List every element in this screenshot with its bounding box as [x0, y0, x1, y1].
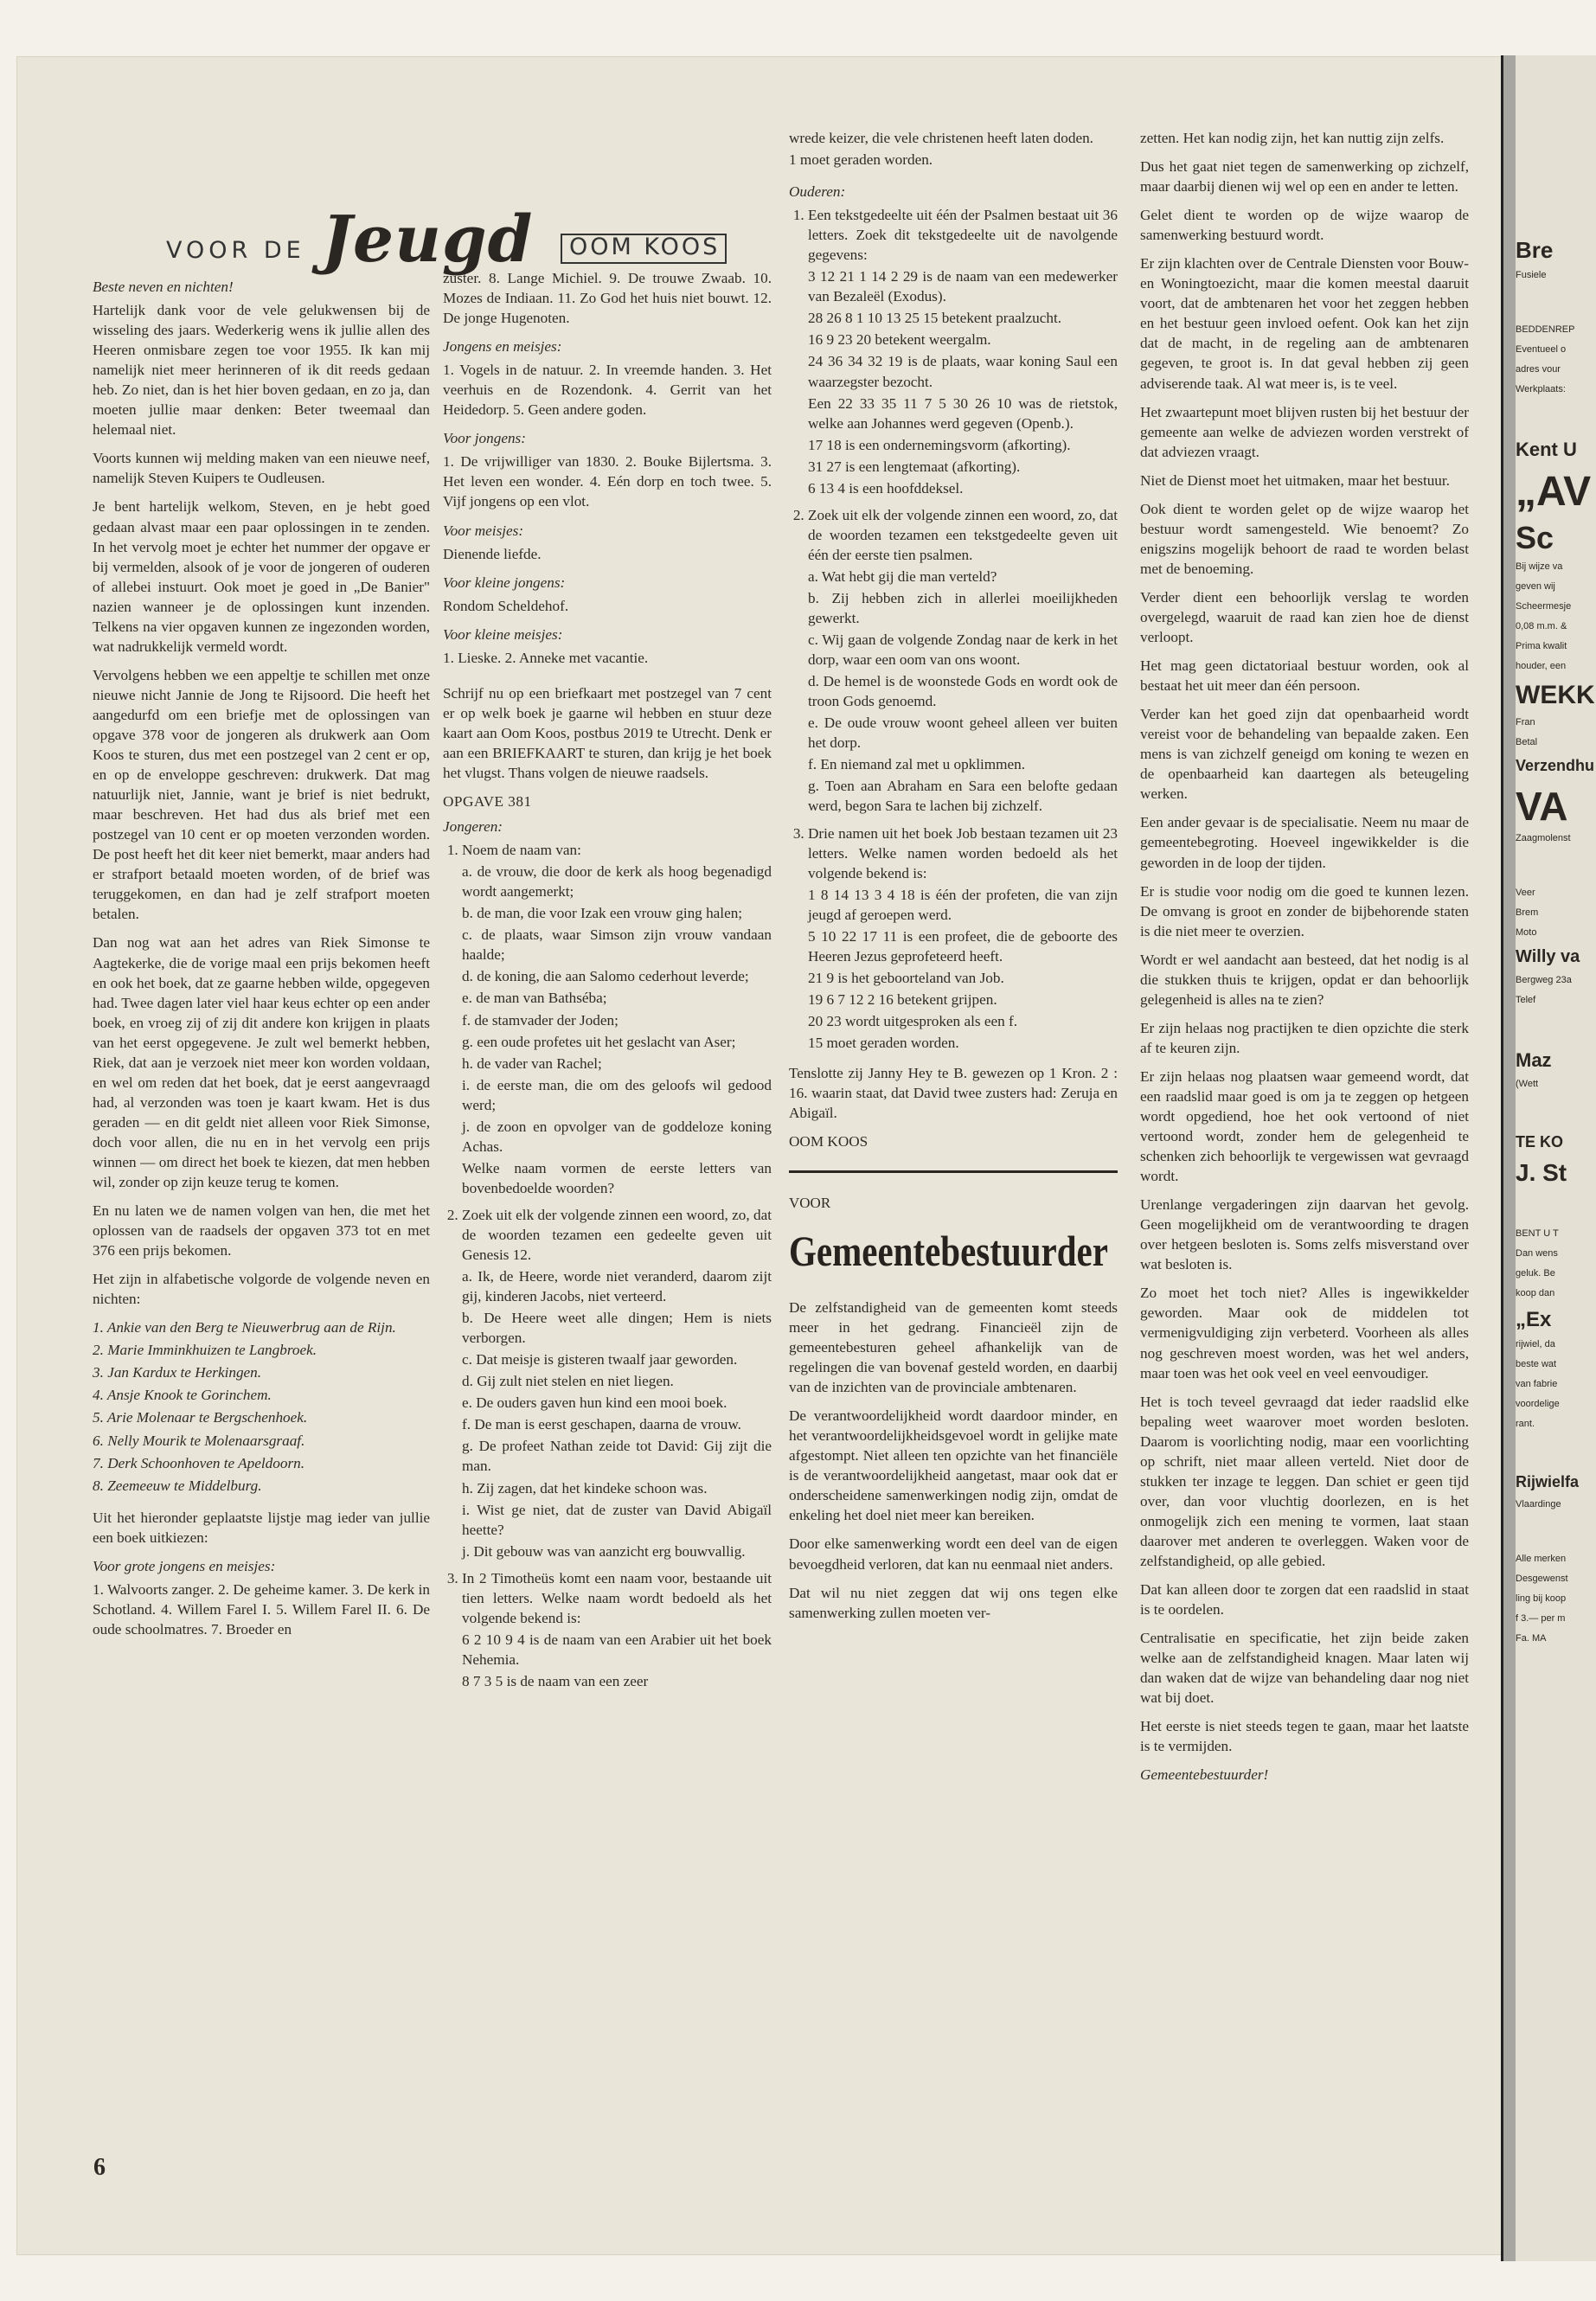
paragraph: Een ander gevaar is de specialisatie. Neem nu maar de gemeentebegroting. Hoeveel ingewikkelder is die geworden in de loop der tijden.: [1140, 814, 1469, 871]
jm-heading: Jongens en meisjes:: [443, 338, 562, 356]
edge-text: Dan wens: [1516, 1248, 1558, 1259]
vm-heading: Voor meisjes:: [443, 522, 524, 539]
choose-text: Uit het hieronder geplaatste lijstje mag ieder van jullie een boek uitkiezen:: [93, 1509, 430, 1546]
paragraph: Het zijn in alfabetische volgorde de volgende neven en nichten:: [93, 1271, 430, 1308]
edge-text: ling bij koop: [1516, 1593, 1567, 1604]
edge-text: Moto: [1516, 927, 1537, 938]
greeting: Beste neven en nichten!: [93, 279, 234, 295]
schrijf-text: Schrijf nu op een briefkaart met postzegel van 7 cent er op welk boek je gaarne wil hebben en stuur deze kaart aan Oom Koos, postbus 2019 te Utrecht. Denk er aan een BRIEFKAART te sturen, dan krijg je het boek het vlugst. Thans volgen de nieuwe raadsels.: [443, 684, 772, 781]
edge-text: TE KO: [1516, 1133, 1564, 1150]
paragraph: Er zijn helaas nog practijken te dien opzichte die sterk af te keuren zijn.: [1140, 1019, 1469, 1056]
voor-label: VOOR: [789, 1195, 831, 1212]
ouderen-2-item: f. En niemand zal met u opklimmen.: [808, 756, 1026, 773]
edge-text: Betal: [1516, 737, 1538, 747]
page-number: 6: [93, 2154, 106, 2181]
paragraph: Je bent hartelijk welkom, Steven, en je hebt goed gedaan alvast maar een paar oplossingen in te zenden. In het vervolg moet je echter het nummer der opgave er bij vermelden, alsook of je voor de jongeren of ouderen of allebei instuurt. Ook moet je goed in „De Banier" nazien wanneer je de oplossingen kunt inzenden. Telkens na vier opgaven kunnen ze ingezonden worden, wat nadrukkelijk vermeld wordt.: [93, 498, 430, 655]
question-1: [462, 840, 772, 1198]
edge-text: Bre: [1516, 237, 1554, 263]
paragraph: zetten. Het kan nodig zijn, het kan nuttig zijn zelfs.: [1140, 130, 1445, 146]
winner-item: 1. Ankie van den Berg te Nieuwerbrug aan de Rijn.: [93, 1319, 396, 1336]
question-3: [462, 1568, 772, 1691]
ouderen-1-item: 3 12 21 1 14 2 29 is de naam van een medewerker van Bezaleël (Exodus).: [808, 268, 1118, 305]
oom-koos-signature: OOM KOOS: [789, 1133, 869, 1150]
question-2-items: [462, 1266, 772, 1561]
paragraph: Gelet dient te worden op de wijze waarop de samenwerking bestuurd wordt.: [1140, 207, 1469, 244]
paragraph: Centralisatie en specificatie, het zijn beide zaken welke aan de zelfstandigheid knagen. Maar laten wij dan waken dat de wijze van behandeling daar nog niet wat bij doet.: [1140, 1630, 1469, 1707]
edge-text: voordelige: [1516, 1399, 1560, 1409]
vkm-heading: Voor kleine meisjes:: [443, 625, 563, 643]
question-1-item: g. een oude profetes uit het geslacht van Aser;: [462, 1033, 736, 1050]
ouderen-question-1: [808, 205, 1118, 498]
question-2-item: i. Wist ge niet, dat de zuster van David Abigaïl heette?: [462, 1501, 772, 1538]
vkj-heading: Voor kleine jongens:: [443, 574, 566, 591]
edge-text: BENT U T: [1516, 1228, 1559, 1239]
gemeente-paragraph: De verantwoordelijkheid wordt daardoor minder, en het verantwoordelijkheidsgevoel wordt in gelijke mate afgestompt. Niet alleen ten opzichte van het financiële is de verantwoordelijkheid aangetast, maar ook dat er onderscheidene samenwerkingen nodig zijn, omdat de enkeling het doel niet meer kan bereiken.: [789, 1407, 1118, 1524]
question-3-item: 6 2 10 9 4 is de naam van een Arabier uit het boek Nehemia.: [462, 1631, 772, 1668]
edge-text: koop dan: [1516, 1288, 1555, 1298]
ouderen-1-item: 6 13 4 is een hoofddeksel.: [808, 479, 964, 497]
question-3-items: [462, 1630, 772, 1691]
paragraph: En nu laten we de namen volgen van hen, die met het oplossen van de raadsels der opgaven 373 tot en met 376 een prijs bekomen.: [93, 1202, 430, 1259]
edge-text: J. St: [1516, 1159, 1567, 1186]
paragraph: Het eerste is niet steeds tegen te gaan, maar het laatste is te vermijden.: [1140, 1718, 1469, 1755]
question-2-item: f. De man is eerst geschapen, daarna de vrouw.: [462, 1416, 741, 1433]
ouderen-question-1-text: 1. Een tekstgedeelte uit één der Psalmen bestaat uit 36 letters. Zoek dit tekstgedeelte uit de navolgende gegevens:: [808, 207, 1118, 264]
edge-text: f 3.— per m: [1516, 1613, 1566, 1624]
jongeren-questions: [443, 840, 772, 1691]
ouderen-3-item: 21 9 is het geboorteland van Job.: [808, 969, 1004, 986]
ouderen-questions: [789, 205, 1118, 1053]
edge-text: Eventueel o: [1516, 344, 1567, 355]
jm-list: 1. Vogels in de natuur. 2. In vreemde handen. 3. Het veerhuis en de Rozendonk. 4. Gerrit van het Heidedorp. 5. Geen andere goden.: [443, 362, 772, 419]
ouderen-2-item: c. Wij gaan de volgende Zondag naar de kerk in het dorp, waar een oom van ons woont.: [808, 631, 1118, 669]
edge-text: Veer: [1516, 888, 1535, 898]
question-1-item: e. de man van Bathséba;: [462, 990, 607, 1007]
edge-text: van fabrie: [1516, 1379, 1558, 1389]
vj-heading: Voor jongens:: [443, 430, 526, 447]
vkm-list: 1. Lieske. 2. Anneke met vacantie.: [443, 649, 649, 666]
gemeentebestuurder-signature: Gemeentebestuurder!: [1140, 1766, 1269, 1784]
paragraph: Ook dient te worden gelet op de wijze waarop het bestuur wordt samengesteld. Wie benoemt? Zo enigszins mogelijk behoort de raad te worden belast met de benoeming.: [1140, 500, 1469, 577]
question-1-item: f. de stamvader der Joden;: [462, 1011, 619, 1029]
paragraph: Er is studie voor nodig om die goed te kunnen lezen. De omvang is groot en zonder de bijbehorende staten is die niet meer te overzien.: [1140, 882, 1469, 939]
paragraph: Het mag geen dictatoriaal bestuur worden, ook al bestaat het uit meer dan één persoon.: [1140, 657, 1469, 695]
tenslotte-text: Tenslotte zij Janny Hey te B. gewezen op 1 Kron. 2 : 16. waarin staat, dat David twee zusters had: Zeruja en Abigaïl.: [789, 1065, 1118, 1122]
edge-text: rant.: [1516, 1419, 1535, 1429]
winner-item: 7. Derk Schoonhoven te Apeldoorn.: [93, 1454, 305, 1471]
paragraph: Verder dient een behoorlijk verslag te worden overgelegd, waaruit de raad kan zien hoe de dienst verloopt.: [1140, 588, 1469, 646]
question-1-item: h. de vader van Rachel;: [462, 1054, 602, 1072]
gemeente-paragraph: Door elke samenwerking wordt een deel van de eigen bevoegdheid verloren, dat kan nu eenmaal niet anders.: [789, 1535, 1118, 1573]
column-3: [789, 128, 1118, 1631]
edge-text: adres vour: [1516, 364, 1561, 375]
question-2-item: a. Ik, de Heere, worde niet veranderd, daarom zijt gij, kinderen Jacobs, niet verteerd.: [462, 1268, 772, 1305]
edge-text: Alle merken: [1516, 1554, 1567, 1564]
edge-text: Bergweg 23a: [1516, 975, 1572, 985]
ouderen-2-item: d. De hemel is de woonstede Gods en wordt ook de troon Gods genoemd.: [808, 673, 1118, 710]
column-4-paragraphs: [1140, 128, 1469, 1756]
edge-text: Fa. MA: [1516, 1633, 1547, 1644]
winner-item: 4. Ansje Knook te Gorinchem.: [93, 1387, 272, 1404]
jongeren-heading: Jongeren:: [443, 818, 503, 836]
ouderen-1-item: 17 18 is een ondernemingsvorm (afkorting).: [808, 436, 1071, 453]
question-1-item: Welke naam vormen de eerste letters van bovenbedoelde woorden?: [462, 1159, 772, 1196]
paragraph: Het zwaartepunt moet blijven rusten bij het bestuur der gemeente aan welke de adviezen worden verstrekt of dat adviezen vraagt.: [1140, 403, 1469, 460]
edge-text: rijwiel, da: [1516, 1339, 1555, 1349]
ouderen-3-item: 19 6 7 12 2 16 betekent grijpen.: [808, 990, 997, 1008]
question-2-item: j. Dit gebouw was van aanzicht erg bouwvallig.: [462, 1542, 746, 1560]
header-voor-de: VOOR DE: [166, 237, 305, 264]
edge-text: Willy va: [1516, 947, 1580, 966]
ouderen-2-item: e. De oude vrouw woont geheel alleen ver buiten het dorp.: [808, 715, 1118, 752]
ouderen-3-item: 15 moet geraden worden.: [808, 1034, 959, 1051]
grote-list-cont: zuster. 8. Lange Michiel. 9. De trouwe Zwaab. 10. Mozes de Indiaan. 11. Zo God het huis niet bouwt. 12. De jonge Hugenoten.: [443, 270, 772, 327]
paragraph: Dus het gaat niet tegen de samenwerking op zichzelf, maar daarbij dienen wij wel op een en ander te letten.: [1140, 158, 1469, 195]
ouderen-3-item: 5 10 22 17 11 is een profeet, die de geboorte des Heeren Jezus geprofeteerd heeft.: [808, 927, 1118, 965]
paragraph: Er zijn helaas nog plaatsen waar gemeend wordt, dat een raadslid maar goed is om ja te zeggen op hetgeen wordt opgediend, hoe het ook vertoond of niet vertoond wordt, zonder hem de gelegenheid te schenken zich behoorlijk te vergewissen wat gevraagd wordt.: [1140, 1067, 1469, 1185]
winner-item: 3. Jan Kardux te Herkingen.: [93, 1364, 262, 1381]
question-1-item: j. de zoon en opvolger van de goddeloze koning Achas.: [462, 1118, 772, 1155]
edge-text: houder, een: [1516, 661, 1567, 671]
edge-text: Zaagmolenst: [1516, 833, 1571, 843]
edge-text: Kent U: [1516, 439, 1577, 460]
q3-continued: wrede keizer, die vele christenen heeft laten doden.: [789, 130, 1093, 146]
grote-list: 1. Walvoorts zanger. 2. De geheime kamer. 3. De kerk in Schotland. 4. Willem Farel I. 5. Willem Farel II. 6. De oude schoolmatres. 7. Broeder en: [93, 1580, 430, 1638]
adjacent-page-edge: [1501, 55, 1596, 2261]
ouderen-question-3: [808, 824, 1118, 1054]
edge-text: „Ex: [1516, 1308, 1552, 1331]
paragraph: Hartelijk dank voor de vele gelukwensen bij de wisseling des jaars. Wederkerig wens ik jullie allen des Heeren onmisbare zegen toe voor 1955. Ik kan mij namelijk niet meer herinneren of ik dit reeds gedaan heb. Zo niet, dan is het hier boven gedaan, en zo ja, dan moeten jullie maar denken: Beter tweemaal dan helemaal niet.: [93, 302, 430, 439]
winners-list: [93, 1317, 430, 1495]
question-2-item: g. De profeet Nathan zeide tot David: Gij zijt die man.: [462, 1438, 772, 1475]
winner-item: 6. Nelly Mourik te Molenaarsgraaf.: [93, 1432, 305, 1449]
question-3-text: 3. In 2 Timotheüs komt een naam voor, bestaande uit tien letters. Welke naam wordt bedoeld als het volgende bekend is:: [462, 1569, 772, 1626]
edge-text: geluk. Be: [1516, 1268, 1555, 1279]
ouderen-question-1-items: [808, 266, 1118, 498]
winner-item: 5. Arie Molenaar te Bergschenhoek.: [93, 1409, 308, 1426]
ouderen-3-item: 1 8 14 13 3 4 18 is één der profeten, die van zijn jeugd af geroepen werd.: [808, 886, 1118, 923]
edge-text: BEDDENREP: [1516, 324, 1575, 335]
ouderen-3-item: 20 23 wordt uitgesproken als een f.: [808, 1012, 1018, 1029]
vkj-list: Rondom Scheldehof.: [443, 597, 569, 614]
column-2: [443, 268, 772, 1702]
edge-text: Brem: [1516, 907, 1539, 918]
edge-text: WEKK: [1516, 681, 1595, 709]
edge-text: Rijwielfa: [1516, 1473, 1580, 1490]
edge-text: Maz: [1516, 1049, 1552, 1071]
column-1: [93, 277, 430, 1648]
grote-heading: Voor grote jongens en meisjes:: [93, 1557, 276, 1574]
question-1-text: 1. Noem de naam van:: [462, 842, 581, 859]
edge-text: Verzendhu: [1516, 757, 1595, 774]
paragraph: Dan nog wat aan het adres van Riek Simonse te Aagtekerke, die de vorige maal een prijs bekomen heeft en ook het boek, dat ze gaarne hebben wilde, opgegeven had. Twee dagen later viel haar keus echter op een ander boek, en vroeg zij of zij dit andere kon krijgen in plaats van het eerst opgegevene. Je zult wel bemerkt hebben, Riek, dat aan je verzoek niet meer kon worden voldaan, en wel om reden dat het boek, dat je eerst aangevraagd had, al verzonden was toen je kaart kwam. Het is dus geraden — en dit geldt niet alleen voor Riek Simonse, doch voor allen, die nu en in het vervolg een prijs winnen — om direct het boek te kiezen, dat men hebben wil, zonder op zijn keuze terug te komen.: [93, 934, 430, 1191]
paragraph: Het is toch teveel gevraagd dat ieder raadslid elke bepaling weet waarover moet worden besloten. Daarom is voorlichting nodig, maar een voorlichting op schrift, niet maar alleen verteld. Niet door de stukken ter inzage te leggen. Dan schiet er geen tijd over, dan voor vluchtig doorlezen, en is het onmogelijk zich een mening te vormen, laat staan daarover met anderen te overleggen. Waken voor de zelfstandigheid, op alle gebied.: [1140, 1393, 1469, 1569]
question-2-text: 2. Zoek uit elk der volgende zinnen een woord, zo, dat de woorden tezamen een gedeelte geven uit Genesis 12.: [462, 1206, 772, 1264]
header-jeugd: Jeugd: [322, 202, 534, 277]
gemeente-paragraph: De zelfstandigheid van de gemeenten komt steeds meer in het gedrang. Financieël zijn de gemeentebesturen geheel afhankelijk van de regelingen die van bovenaf gesteld worden, en daarbij van de inzichten van de provinciale ambtenaren.: [789, 1298, 1118, 1396]
edge-text: Prima kwalit: [1516, 641, 1567, 651]
q3-final: 1 moet geraden worden.: [789, 151, 933, 169]
question-2-item: h. Zij zagen, dat het kindeke schoon was.: [462, 1479, 708, 1497]
ouderen-question-2-items: [808, 567, 1118, 817]
column-4: [1140, 128, 1469, 1793]
edge-text: Fusiele: [1516, 270, 1547, 280]
ouderen-2-item: a. Wat hebt gij die man verteld?: [808, 567, 997, 585]
edge-text: beste wat: [1516, 1359, 1557, 1369]
edge-text: Desgewenst: [1516, 1574, 1568, 1584]
opgave-title: OPGAVE 381: [443, 793, 532, 811]
edge-text: Werkplaats:: [1516, 384, 1566, 394]
question-1-item: d. de koning, die aan Salomo cederhout leverde;: [462, 968, 749, 985]
vj-list: 1. De vrijwilliger van 1830. 2. Bouke Bijlertsma. 3. Het leven een wonder. 4. Eén dorp en toch twee. 5. Vijf jongens op een vlot.: [443, 453, 772, 510]
section-divider: [789, 1170, 1118, 1173]
edge-text: geven wij: [1516, 581, 1555, 592]
edge-text: „AV: [1516, 469, 1592, 515]
ouderen-question-3-items: [808, 885, 1118, 1053]
paragraph: Niet de Dienst moet het uitmaken, maar het bestuur.: [1140, 471, 1450, 489]
ouderen-heading: Ouderen:: [789, 183, 846, 201]
paragraph: Voorts kunnen wij melding maken van een nieuwe neef, namelijk Steven Kuipers te Oudleusen.: [93, 450, 430, 487]
ouderen-1-item: 28 26 8 1 10 13 25 15 betekent praalzucht.: [808, 310, 1062, 327]
gemeente-paragraphs: [789, 1298, 1118, 1623]
edge-text: Sc: [1516, 520, 1554, 555]
question-1-item: b. de man, die voor Izak een vrouw ging halen;: [462, 905, 743, 922]
winner-item: 8. Zeemeeuw te Middelburg.: [93, 1477, 262, 1494]
ouderen-question-2-text: 2. Zoek uit elk der volgende zinnen een woord, zo, dat de woorden tezamen een tekstgedeelte geven uit één der eerste tien psalmen.: [808, 506, 1118, 563]
paragraph: Er zijn klachten over de Centrale Diensten voor Bouw- en Woningtoezicht, maar die komen meestal daaruit voort, dat de ambtenaren het voor het zeggen hebben en het bestuur geen invloed oefent. Ook kan het zijn dat de macht, in de regeling aan de ambtenaren gegeven, te groot is. In dat geval hebben zij geen adviserende taak. Al wat meer is, is te veel.: [1140, 255, 1469, 392]
edge-text: VA: [1516, 784, 1568, 829]
question-1-item: c. de plaats, waar Simson zijn vrouw vandaan haalde;: [462, 926, 772, 964]
edge-text: (Wett: [1516, 1079, 1539, 1089]
question-1-item: i. de eerste man, die om des geloofs wil gedood werd;: [462, 1076, 772, 1113]
question-1-items: [462, 862, 772, 1198]
gemeentebestuurder-title: Gemeentebestuurder: [789, 1226, 1108, 1275]
question-2-item: c. Dat meisje is gisteren twaalf jaar geworden.: [462, 1351, 738, 1368]
ouderen-1-item: 24 36 34 32 19 is de plaats, waar koning Saul een waarzegster bezocht.: [808, 353, 1118, 390]
ouderen-question-2: [808, 505, 1118, 817]
ouderen-2-item: b. Zij hebben zich in allerlei moeilijkheden gewerkt.: [808, 589, 1118, 627]
question-1-item: a. de vrouw, die door de kerk als hoog begenadigd wordt aangemerkt;: [462, 863, 772, 901]
ouderen-question-3-text: 3. Drie namen uit het boek Job bestaan tezamen uit 23 letters. Welke namen worden bedoeld als het volgende bekend is:: [808, 824, 1118, 881]
question-2: [462, 1205, 772, 1561]
ouderen-2-item: g. Toen aan Abraham en Sara een belofte gedaan werd, begon Sara te lachen bij zichzelf.: [808, 778, 1118, 815]
header-oom-koos: OOM KOOS: [561, 234, 727, 264]
winner-item: 2. Marie Imminkhuizen te Langbroek.: [93, 1342, 317, 1359]
paragraph: Verder kan het goed zijn dat openbaarheid wordt vereist voor de behandeling van bepaalde zaken. Een mens is van zichzelf geneigd om koning te wezen en de openbaarheid kan daartegen als beteugeling werken.: [1140, 706, 1469, 803]
paragraph: Dat kan alleen door te zorgen dat een raadslid in staat is te oordelen.: [1140, 1581, 1469, 1618]
question-2-item: e. De ouders gaven hun kind een mooi boek.: [462, 1394, 727, 1412]
edge-text: 0,08 m.m. &: [1516, 621, 1567, 631]
edge-text: Bij wijze va: [1516, 561, 1563, 572]
ouderen-1-item: 31 27 is een lengtemaat (afkorting).: [808, 458, 1021, 475]
vm-list: Dienende liefde.: [443, 545, 542, 562]
paragraph: Wordt er wel aandacht aan besteed, dat het nodig is al die stukken thuis te krijgen, opdat er dan behoorlijk gelegenheid is alles na te zien?: [1140, 951, 1469, 1008]
ouderen-1-item: 16 9 23 20 betekent weergalm.: [808, 331, 991, 349]
edge-text: Telef: [1516, 995, 1536, 1005]
gemeente-paragraph: Dat wil nu niet zeggen dat wij ons tegen elke samenwerking zullen moeten ver-: [789, 1584, 1118, 1621]
ouderen-1-item: Een 22 33 35 11 7 5 30 26 10 was de rietstok, welke aan Johannes werd gegeven (Openb.).: [808, 394, 1118, 432]
edge-text: Vlaardinge: [1516, 1499, 1561, 1509]
question-2-item: d. Gij zult niet stelen en niet liegen.: [462, 1373, 674, 1390]
question-2-item: b. De Heere weet alle dingen; Hem is niets verborgen.: [462, 1310, 772, 1347]
paragraph: Urenlange vergaderingen zijn daarvan het gevolg. Geen mogelijkheid om de verantwoording te dragen over hetgeen besloten is. Soms zelfs misverstand over wat besloten is.: [1140, 1196, 1469, 1273]
paragraph: Zo moet het toch niet? Alles is ingewikkelder geworden. Maar ook de middelen tot vermenigvuldiging zijn verbeterd. Voorheen als alles nog geschreven moest worden, was het wel anders, maar toen was het ook veel en veel eenvoudiger.: [1140, 1285, 1469, 1381]
edge-text: Fran: [1516, 717, 1535, 727]
question-3-item: 8 7 3 5 is de naam van een zeer: [462, 1672, 649, 1689]
page-fold: [1503, 55, 1516, 2261]
paragraph: Vervolgens hebben we een appeltje te schillen met onze nieuwe nicht Jannie de Jong te Rijsoord. Die heeft het aangedurfd om een briefje met de oplossingen van opgave 378 voor de jongeren als drukwerk aan Oom Koos te sturen, dus met een postzegel van 2 cent er op, en op de enveloppe geschreven: drukwerk. Dat mag natuurlijk niet, Jannie, want je brief is niet bedrukt, maar beschreven. Het had dus als brief met een postzegel van 10 cent er op moeten verzonden worden. De post heeft het dit keer niet bemerkt, maar anders had er strafport betaald moeten worden, of de brief was teruggekomen, en dan had je zelf strafport moeten betalen.: [93, 666, 430, 923]
column-1-paragraphs: [93, 300, 430, 1309]
edge-text: Scheermesje: [1516, 601, 1572, 612]
